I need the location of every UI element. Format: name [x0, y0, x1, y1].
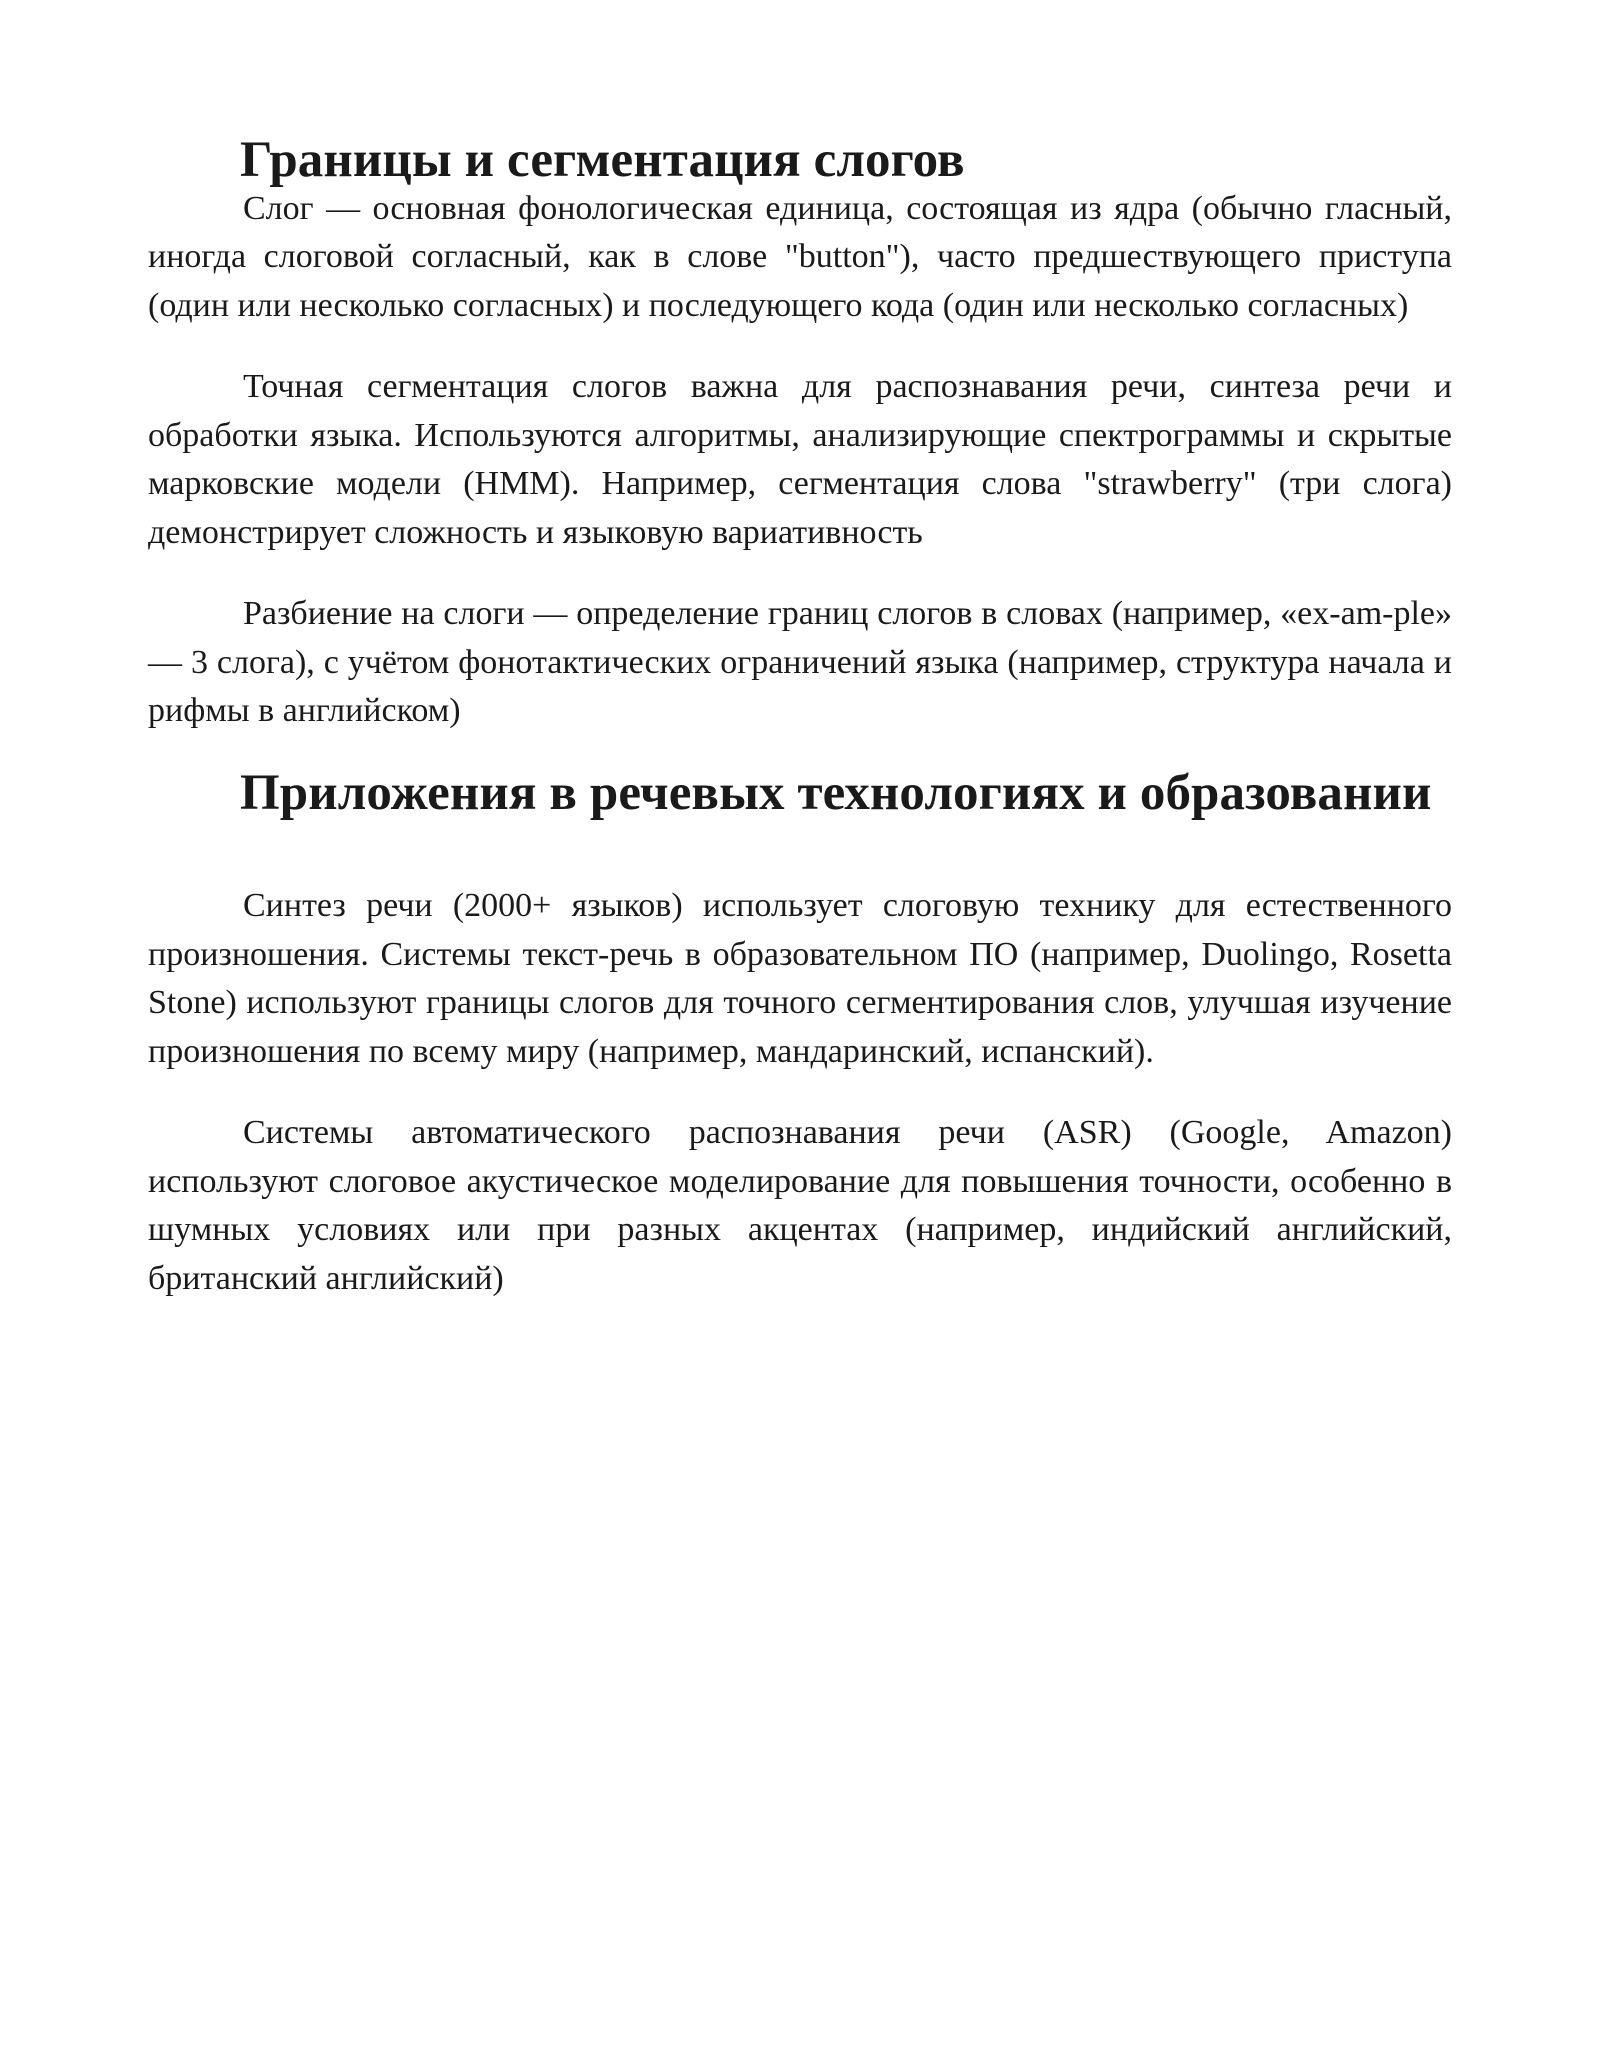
section-heading-applications: Приложения в речевых технологиях и образовании	[240, 764, 1432, 821]
document-page	[148, 132, 1452, 1303]
paragraph-syllable-segmentation: Точная сегментация слогов важна для распознавания речи, синтеза речи и обработки языка. Используются алгоритмы, анализирующие спектрограммы и скрытые марковские модели (HMM). Например, сегментация слова "strawberry" (три слога) демонстрирует сложность и языковую вариативность	[148, 368, 1452, 551]
paragraph-speech-synthesis: Синтез речи (2000+ языков) использует слоговую технику для естественного произношения. Системы текст-речь в образовательном ПО (например, Duolingo, Rosetta Stone) используют границы слогов для точного сегментирования слов, улучшая изучение произношения по всему миру (например, мандаринский, испанский).	[148, 887, 1452, 1070]
paragraph-syllable-definition: Слог — основная фонологическая единица, состоящая из ядра (обычно гласный, иногда слоговой согласный, как в слове "button"), часто предшествующего приступа (один или несколько согласных) и последующего кода (один или несколько согласных)	[148, 189, 1452, 324]
paragraph-asr-systems: Системы автоматического распознавания речи (ASR) (Google, Amazon) используют слоговое акустическое моделирование для повышения точности, особенно в шумных условиях или при разных акцентах (например, индийский английский, британский английский)	[148, 1114, 1452, 1297]
paragraph-syllabification: Разбиение на слоги — определение границ слогов в словах (например, «ex-am-ple» — 3 слога), с учётом фонотактических ограничений языка (например, структура начала и рифмы в английском)	[148, 595, 1452, 729]
section-heading-syllable-boundaries: Границы и сегментация слогов	[240, 132, 965, 188]
